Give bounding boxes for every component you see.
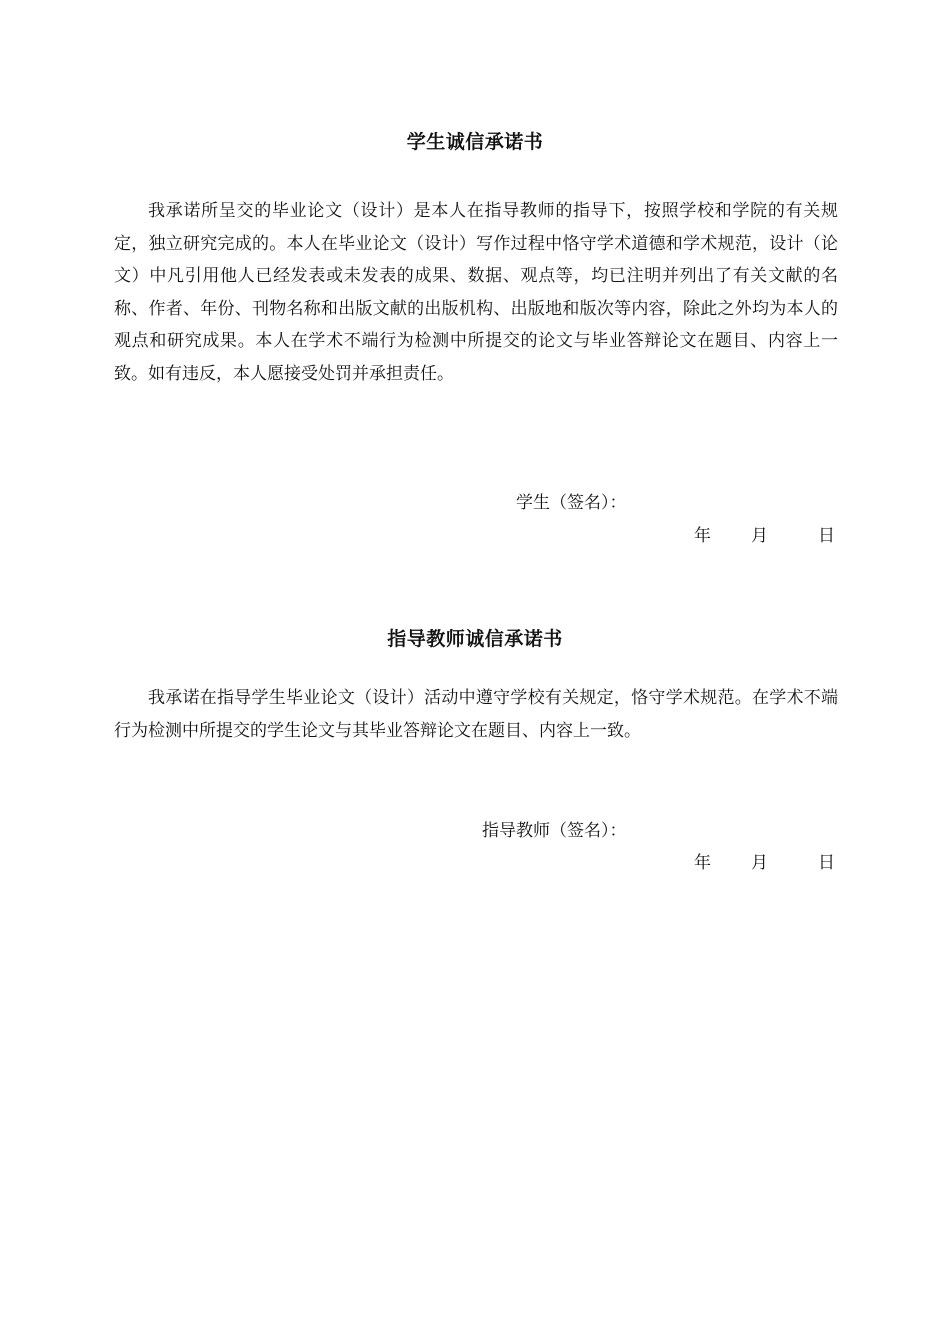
student-signature-label: 学生（签名）： [516,493,627,513]
advisor-pledge-body: 我承诺在指导学生毕业论文（设计）活动中遵守学校有关规定，恪守学术规范。在学术不端行为检测中所提交的学生论文与其毕业答辩论文在题目、内容上一致。 [114,688,838,741]
advisor-date-day: 日 [818,853,835,873]
student-pledge-body: 我承诺所呈交的毕业论文（设计）是本人在指导教师的指导下，按照学校和学院的有关规定，独立研究完成的。本人在毕业论文（设计）写作过程中恪守学术道德和学术规范，设计（论文）中凡引用他人已经发表或未发表的成果、数据、观点等，均已注明并列出了有关文献的名称、作者、年份、刊物名称和出版文献的出版机构、出版地和版次等内容，除此之外均为本人的观点和研究成果。本人在学术不端行为检测中所提交的论文与毕业答辩论文在题目、内容上一致。如有违反，本人愿接受处罚并承担责任。 [114,201,838,384]
student-date-month: 月 [751,526,768,546]
student-date-day: 日 [818,526,835,546]
student-date-year: 年 [694,526,711,546]
advisor-date-month: 月 [751,853,768,873]
advisor-signature-label: 指导教师（签名）： [482,821,627,841]
advisor-date-year: 年 [694,853,711,873]
student-pledge-title: 学生诚信承诺书 [406,131,544,153]
advisor-pledge-title: 指导教师诚信承诺书 [387,628,563,650]
